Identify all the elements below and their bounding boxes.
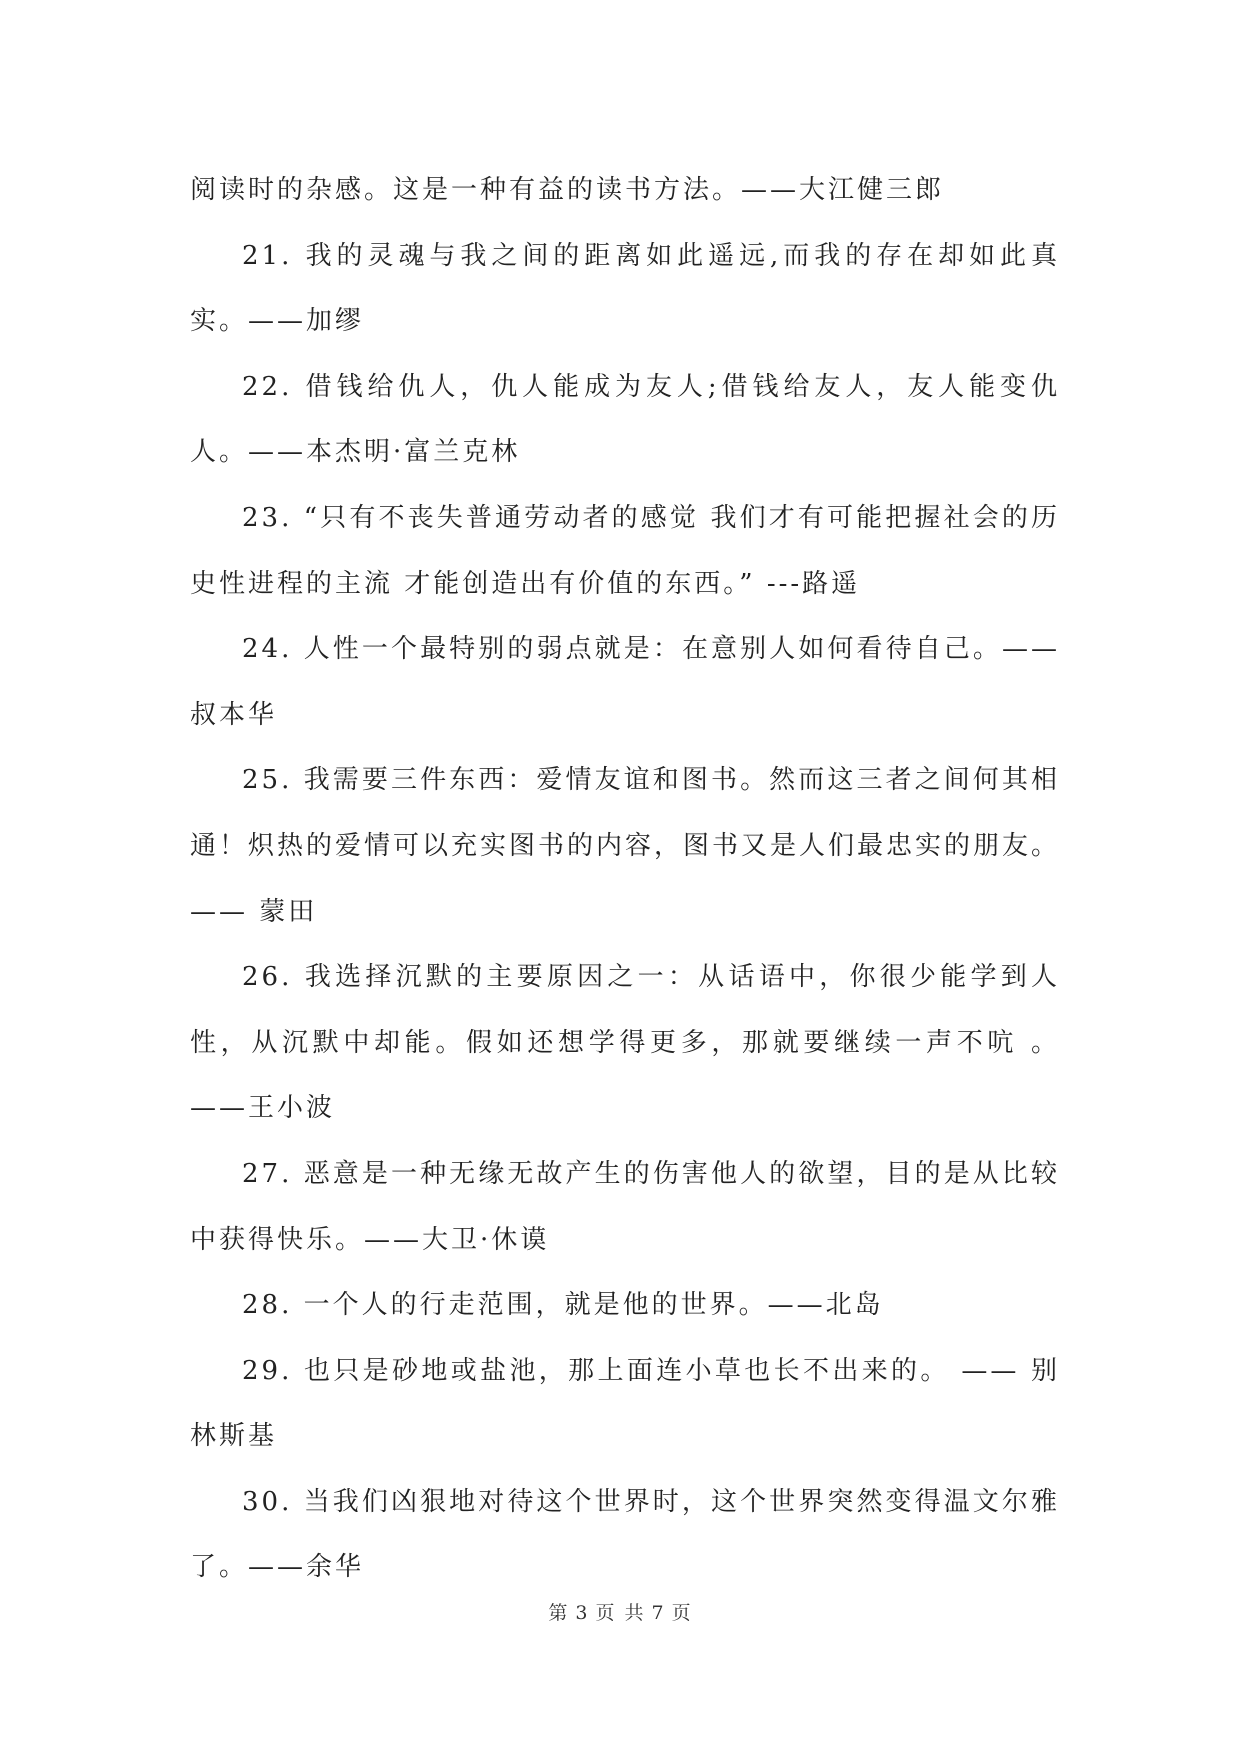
quote-29: 29. 也只是砂地或盐池，那上面连小草也长不出来的。 —— 别林斯基 bbox=[190, 1355, 1060, 1452]
quote-27: 27. 恶意是一种无缘无故产生的伤害他人的欲望，目的是从比较中获得快乐。——大卫·休谟 bbox=[190, 1158, 1060, 1255]
total-page-number: 7 bbox=[651, 1602, 666, 1624]
quote-21: 21. 我的灵魂与我之间的距离如此遥远,而我的存在却如此真实。——加缪 bbox=[190, 240, 1060, 337]
quote-24: 24. 人性一个最特别的弱点就是：在意别人如何看待自己。——叔本华 bbox=[190, 634, 1060, 730]
quote-30: 30. 当我们凶狠地对待这个世界时，这个世界突然变得温文尔雅了。——余华 bbox=[190, 1486, 1060, 1583]
paragraph-continued: 阅读时的杂感。这是一种有益的读书方法。——大江健三郎 bbox=[190, 175, 945, 205]
quote-23: 23. “只有不丧失普通劳动者的感觉 我们才有可能把握社会的历史性进程的主流 才能创造出有价值的东西。” ---路遥 bbox=[190, 502, 1060, 599]
footer-middle: 页 共 bbox=[595, 1602, 646, 1624]
footer-suffix: 页 bbox=[671, 1602, 693, 1624]
quote-22: 22. 借钱给仇人，仇人能成为友人;借钱给友人，友人能变仇人。——本杰明·富兰克林 bbox=[190, 371, 1060, 468]
page-footer bbox=[0, 1598, 1241, 1625]
footer-prefix: 第 bbox=[548, 1602, 570, 1624]
quote-28: 28. 一个人的行走范围，就是他的世界。——北岛 bbox=[242, 1290, 884, 1321]
current-page-number: 3 bbox=[575, 1602, 590, 1624]
quote-25: 25. 我需要三件东西：爱情友谊和图书。然而这三者之间何其相通！炽热的爱情可以充实图书的内容，图书又是人们最忠实的朋友。—— 蒙田 bbox=[190, 765, 1061, 927]
body-text bbox=[190, 158, 1060, 1601]
quote-26: 26. 我选择沉默的主要原因之一：从话语中，你很少能学到人性，从沉默中却能。假如还想学得更多，那就要继续一声不吭 。——王小波 bbox=[190, 962, 1060, 1124]
